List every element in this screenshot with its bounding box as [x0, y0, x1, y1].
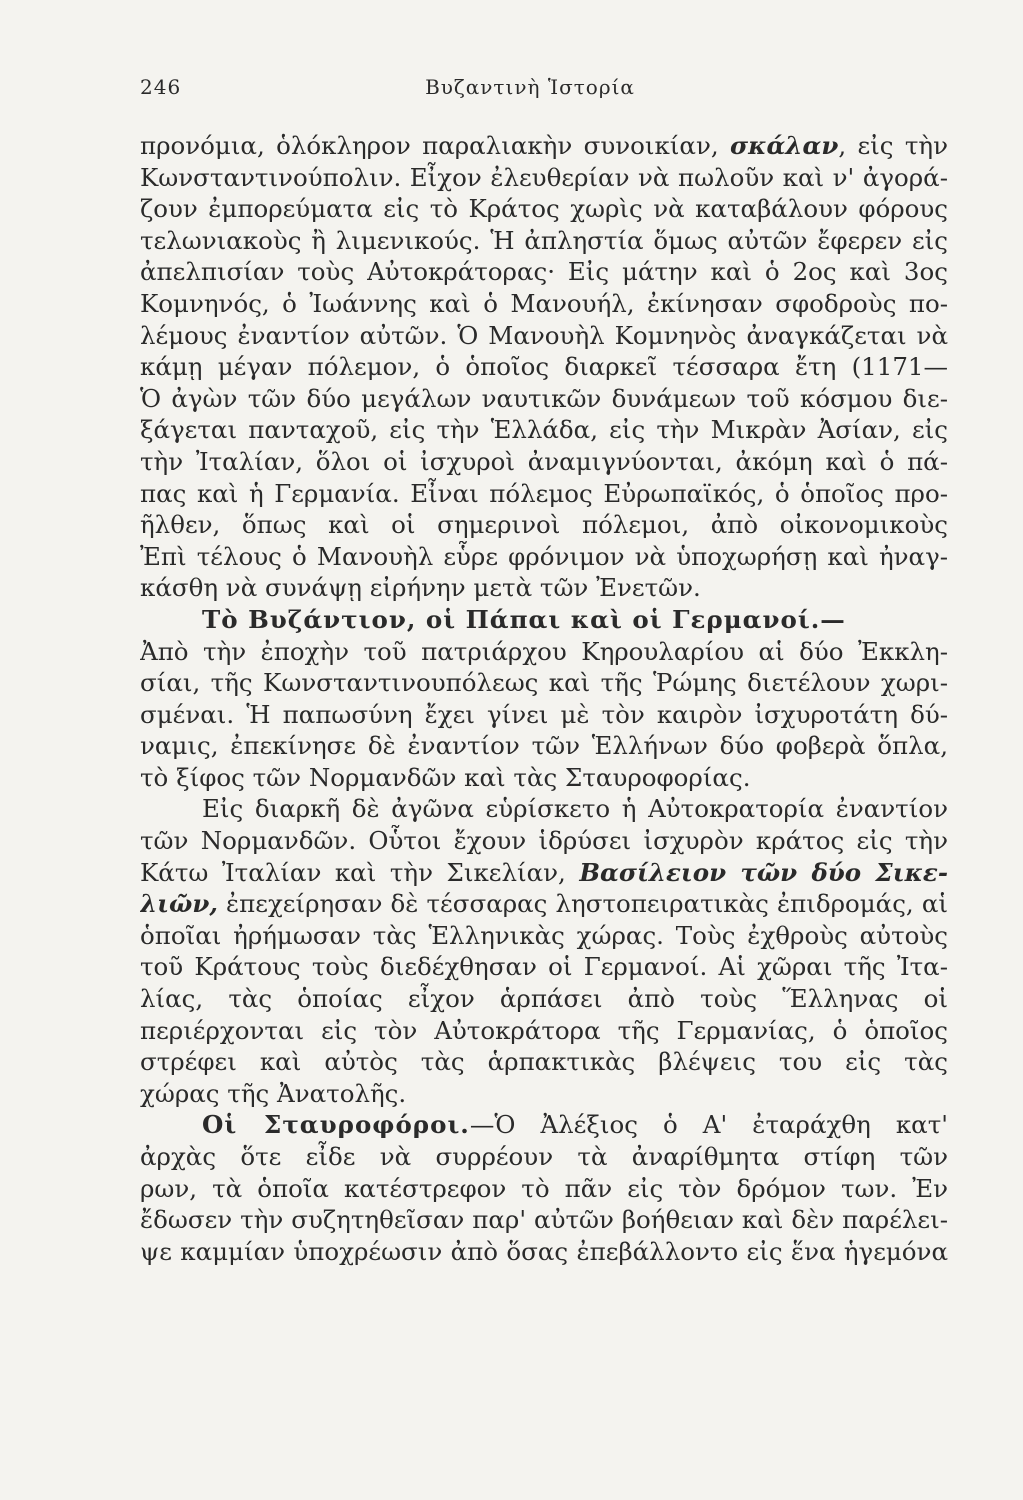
text-line	[140, 699, 948, 731]
text-line	[140, 636, 948, 668]
text-line	[140, 414, 948, 446]
page-number: 246	[140, 75, 182, 99]
line-text: κάμῃ μέγαν πόλεμον, ὁ ὁποῖος διαρκεῖ τέσσαρα ἔτη (1171—	[140, 352, 948, 382]
emphasized-term: σκάλαν	[730, 131, 839, 160]
section-heading: Τὸ Βυζάντιον, οἱ Πάπαι καὶ οἱ Γερμανοί.—	[202, 604, 846, 634]
line-text: ψε καμμίαν ὑποχρέωσιν ἀπὸ ὅσας ἐπεβάλλοντο εἰς ἕνα ἡγεμόνα	[140, 1236, 948, 1266]
line-text: ρων, τὰ ὁποῖα κατέστρεφον τὸ πᾶν εἰς τὸν δρόμον των. Ἐν	[140, 1173, 948, 1203]
line-text: τὸ ξίφος τῶν Νορμανδῶν καὶ τὰς Σταυροφορίας.	[140, 762, 751, 792]
body-text	[140, 130, 948, 1267]
text-line	[140, 1078, 948, 1110]
text-line	[140, 193, 948, 225]
line-text: ἀρχὰς ὅτε εἶδε νὰ συρρέουν τὰ ἀναρίθμητα στίφη τῶν	[140, 1142, 948, 1171]
text-line	[140, 162, 948, 194]
line-text: —Ὁ Ἀλέξιος ὁ Α' ἐταράχθη κατ'	[469, 1110, 948, 1140]
line-text-after: ἐπεχείρησαν δὲ τέσσαρας ληστοπειρατικὰς ἐπιδρομάς, αἱ	[217, 889, 948, 919]
text-line	[140, 541, 948, 573]
running-title: Βυζαντινὴ Ἱστορία	[425, 75, 635, 99]
text-line	[140, 1236, 948, 1268]
text-line	[140, 667, 948, 699]
line-text: ναμις, ἐπεκίνησε δὲ ἐναντίον τῶν Ἑλλήνων δύο φοβερὰ ὅπλα,	[140, 731, 948, 761]
text-line	[140, 951, 948, 983]
section-heading: Οἱ Σταυροφόροι.	[202, 1110, 470, 1140]
text-line	[140, 572, 948, 604]
text-line	[140, 130, 948, 162]
line-text: λίας, τὰς ὁποίας εἶχον ἁρπάσει ἀπὸ τοὺς Ἕλληνας οἱ	[140, 984, 948, 1014]
line-text: πας καὶ ἡ Γερμανία. Εἶναι πόλεμος Εὐρωπαϊκός, ὁ ὁποῖος προ-	[140, 478, 948, 508]
line-text: Κάτω Ἰταλίαν καὶ τὴν Σικελίαν,	[140, 857, 580, 887]
text-line	[140, 288, 948, 320]
line-text: ἔδωσεν τὴν συζητηθεῖσαν παρ' αὐτῶν βοήθειαν καὶ δὲν παρέλει-	[140, 1205, 948, 1235]
line-text: τὴν Ἰταλίαν, ὅλοι οἱ ἰσχυροὶ ἀναμιγνύονται, ἀκόμη καὶ ὁ πά-	[140, 446, 948, 476]
line-text: ὁποῖαι ἠρήμωσαν τὰς Ἑλληνικὰς χώρας. Τοὺς ἐχθροὺς αὐτοὺς	[140, 920, 948, 950]
text-line	[140, 509, 948, 541]
text-line	[140, 983, 948, 1015]
text-line	[140, 1046, 948, 1078]
line-text: ξάγεται πανταχοῦ, εἰς τὴν Ἑλλάδα, εἰς τὴν Μικρὰν Ἀσίαν, εἰς	[140, 415, 948, 445]
text-line	[140, 446, 948, 478]
line-text: Ἐπὶ τέλους ὁ Μανουὴλ εὗρε φρόνιμον νὰ ὑποχωρήσῃ καὶ ἠναγ-	[140, 541, 948, 571]
line-text: προνόμια, ὁλόκληρον παραλιακὴν συνοικίαν,	[140, 131, 731, 160]
text-line	[140, 604, 948, 636]
emphasized-term: λιῶν,	[140, 889, 218, 919]
line-text: Εἰς διαρκῆ δὲ ἀγῶνα εὑρίσκετο ἡ Αὐτοκρατορία ἐναντίον	[202, 794, 948, 824]
line-text: σμέναι. Ἡ παπωσύνη ἔχει γίνει μὲ τὸν καιρὸν ἰσχυροτάτη δύ-	[140, 699, 948, 729]
text-line	[140, 383, 948, 415]
line-text: Ὁ ἀγὼν τῶν δύο μεγάλων ναυτικῶν δυνάμεων τοῦ κόσμου διε-	[140, 383, 948, 413]
line-text: Ἀπὸ τὴν ἐποχὴν τοῦ πατριάρχου Κηρουλαρίου αἱ δύο Ἐκκλη-	[140, 636, 948, 666]
line-text: τῶν Νορμανδῶν. Οὗτοι ἔχουν ἱδρύσει ἰσχυρὸν κράτος εἰς τὴν	[140, 826, 948, 856]
text-line	[140, 1015, 948, 1047]
line-text: ῆλθεν, ὅπως καὶ οἱ σημερινοὶ πόλεμοι, ἀπὸ οἰκονομικοὺς	[140, 510, 948, 540]
text-line	[140, 256, 948, 288]
line-text: λέμους ἐναντίον αὐτῶν. Ὁ Μανουὴλ Κομνηνὸς ἀναγκάζεται νὰ	[140, 320, 948, 350]
line-text: τοῦ Κράτους τοὺς διεδέχθησαν οἱ Γερμανοί. Αἱ χῶραι τῆς Ἰτα-	[140, 952, 948, 982]
text-line	[140, 1204, 948, 1236]
line-text: Κωνσταντινούπολιν. Εἶχον ἐλευθερίαν νὰ πωλοῦν καὶ ν' ἀγορά-	[140, 162, 948, 192]
line-text: κάσθη νὰ συνάψῃ εἰρήνην μετὰ τῶν Ἐνετῶν.	[140, 573, 701, 603]
text-line	[140, 1141, 948, 1173]
text-line	[140, 888, 948, 920]
line-text: χώρας τῆς Ἀνατολῆς.	[140, 1078, 407, 1108]
line-text: στρέφει καὶ αὐτὸς τὰς ἁρπακτικὰς βλέψεις του εἰς τὰς	[140, 1047, 948, 1077]
page-header	[140, 75, 920, 105]
text-line	[140, 478, 948, 510]
line-text: σίαι, τῆς Κωνσταντινουπόλεως καὶ τῆς Ῥώμης διετέλουν χωρι-	[140, 668, 948, 698]
text-line	[140, 1173, 948, 1205]
text-line	[140, 793, 948, 825]
text-line	[140, 320, 948, 352]
text-line	[140, 762, 948, 794]
text-line	[140, 825, 948, 857]
line-text-after: , εἰς τὴν	[838, 131, 948, 160]
line-text: τελωνιακοὺς ἢ λιμενικούς. Ἡ ἀπληστία ὅμως αὐτῶν ἔφερεν εἰς	[140, 225, 948, 255]
line-text: περιέρχονται εἰς τὸν Αὐτοκράτορα τῆς Γερμανίας, ὁ ὁποῖος	[140, 1015, 948, 1045]
text-line	[140, 920, 948, 952]
text-line	[140, 351, 948, 383]
text-line	[140, 730, 948, 762]
line-text: Κομνηνός, ὁ Ἰωάννης καὶ ὁ Μανουήλ, ἐκίνησαν σφοδροὺς πο-	[140, 288, 948, 318]
line-text: ζουν ἐμπορεύματα εἰς τὸ Κράτος χωρὶς νὰ καταβάλουν φόρους	[140, 194, 948, 224]
text-line	[140, 1109, 948, 1141]
line-text: ἀπελπισίαν τοὺς Αὐτοκράτορας· Εἰς μάτην καὶ ὁ 2ος καὶ 3ος	[140, 257, 948, 287]
text-line	[140, 857, 948, 889]
emphasized-term: Βασίλειον τῶν δύο Σικε-	[579, 857, 948, 887]
text-line	[140, 225, 948, 257]
